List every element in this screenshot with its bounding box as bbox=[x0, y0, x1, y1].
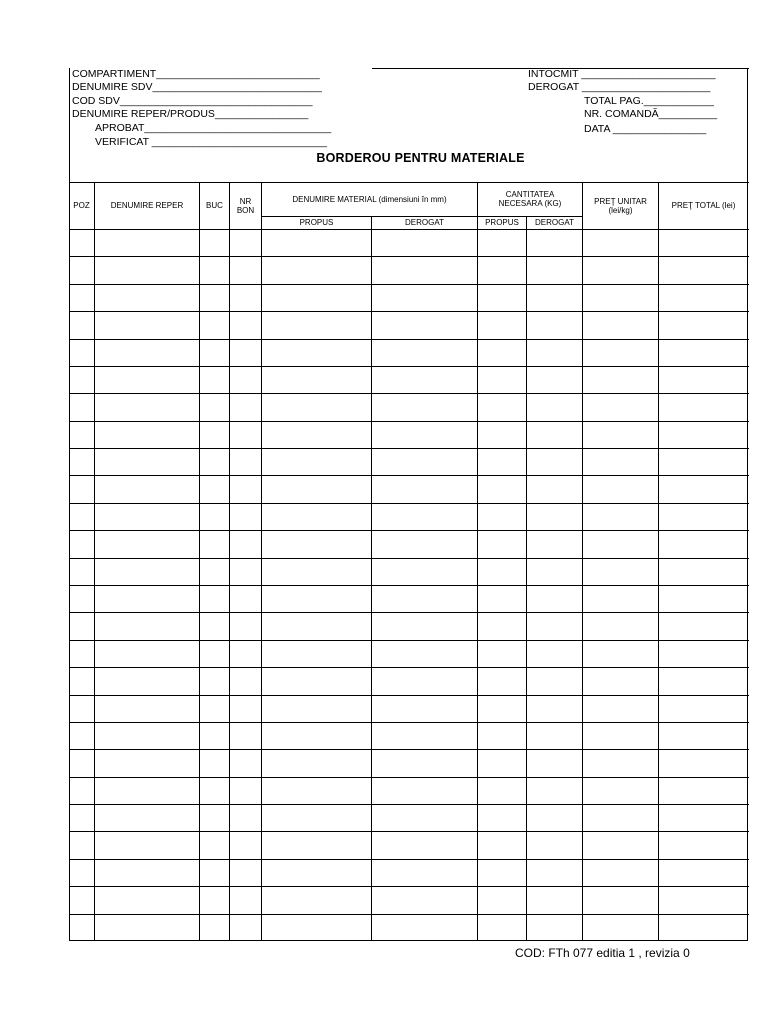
th-propus-kg: PROPUS bbox=[485, 218, 519, 227]
document-code: COD: FTh 077 editia 1 , revizia 0 bbox=[515, 946, 690, 960]
field-cod-sdv: COD SDV_________________________________ bbox=[72, 95, 313, 107]
table-row bbox=[69, 448, 749, 449]
field-aprobat: APROBAT________________________________ bbox=[95, 122, 332, 134]
th-cantitatea: CANTITATEA NECESARA (KG) bbox=[498, 190, 562, 208]
table-row bbox=[69, 831, 749, 832]
table-row bbox=[69, 695, 749, 696]
table-row bbox=[69, 393, 749, 394]
table-row bbox=[69, 503, 749, 504]
th-pret-total: PREŢ TOTAL (lei) bbox=[671, 201, 736, 210]
th-derogat: DEROGAT bbox=[405, 218, 444, 227]
th-derogat-kg: DEROGAT bbox=[535, 218, 574, 227]
header-bottom-line bbox=[69, 229, 749, 230]
col-line-cantitate-split bbox=[526, 216, 527, 941]
field-denumire-reper-produs: DENUMIRE REPER/PRODUS________________ bbox=[72, 108, 309, 120]
col-line-nr-bon bbox=[261, 182, 262, 941]
table-row bbox=[69, 366, 749, 367]
col-line-poz bbox=[94, 182, 95, 941]
table-row bbox=[69, 804, 749, 805]
table-row bbox=[69, 667, 749, 668]
table-row bbox=[69, 777, 749, 778]
table-row bbox=[69, 558, 749, 559]
col-line-cantitate bbox=[582, 182, 583, 941]
field-total-pag: TOTAL PAG.____________ bbox=[584, 95, 714, 107]
th-propus: PROPUS bbox=[299, 218, 334, 227]
th-denumire-material: DENUMIRE MATERIAL (dimensiuni în mm) bbox=[292, 194, 447, 204]
field-nr-comanda: NR. COMANDĂ__________ bbox=[584, 108, 718, 120]
field-compartiment: COMPARTIMENT____________________________ bbox=[72, 68, 320, 80]
table-row bbox=[69, 859, 749, 860]
table-row bbox=[69, 421, 749, 422]
col-line-buc bbox=[229, 182, 230, 941]
table-row bbox=[69, 256, 749, 257]
field-intocmit: INTOCMIT _______________________ bbox=[528, 68, 716, 80]
col-line-reper bbox=[199, 182, 200, 941]
col-line-pret-unitar bbox=[658, 182, 659, 941]
table-row bbox=[69, 530, 749, 531]
field-verificat: VERIFICAT ______________________________ bbox=[95, 136, 327, 148]
table-row bbox=[69, 585, 749, 586]
th-pret-unitar: PREŢ UNITAR (lei/kg) bbox=[594, 196, 647, 215]
th-buc: BUC bbox=[206, 201, 223, 210]
col-line-material-split bbox=[371, 216, 372, 941]
table-row bbox=[69, 612, 749, 613]
table-row bbox=[69, 475, 749, 476]
document-title: BORDEROU PENTRU MATERIALE bbox=[316, 151, 525, 165]
table-row bbox=[69, 311, 749, 312]
table-row bbox=[69, 640, 749, 641]
field-derogat: DEROGAT ______________________ bbox=[528, 81, 711, 93]
th-poz: POZ bbox=[73, 201, 90, 210]
table-row bbox=[69, 339, 749, 340]
field-data: DATA ________________ bbox=[584, 123, 707, 135]
table-row bbox=[69, 886, 749, 887]
th-denumire-reper: DENUMIRE REPER bbox=[110, 201, 184, 210]
table-row bbox=[69, 914, 749, 915]
table-row bbox=[69, 284, 749, 285]
col-line-material bbox=[477, 182, 478, 941]
table-row bbox=[69, 722, 749, 723]
th-nr-bon: NR BON bbox=[236, 196, 255, 215]
table-row bbox=[69, 749, 749, 750]
field-denumire-sdv: DENUMIRE SDV_____________________________ bbox=[72, 81, 322, 93]
